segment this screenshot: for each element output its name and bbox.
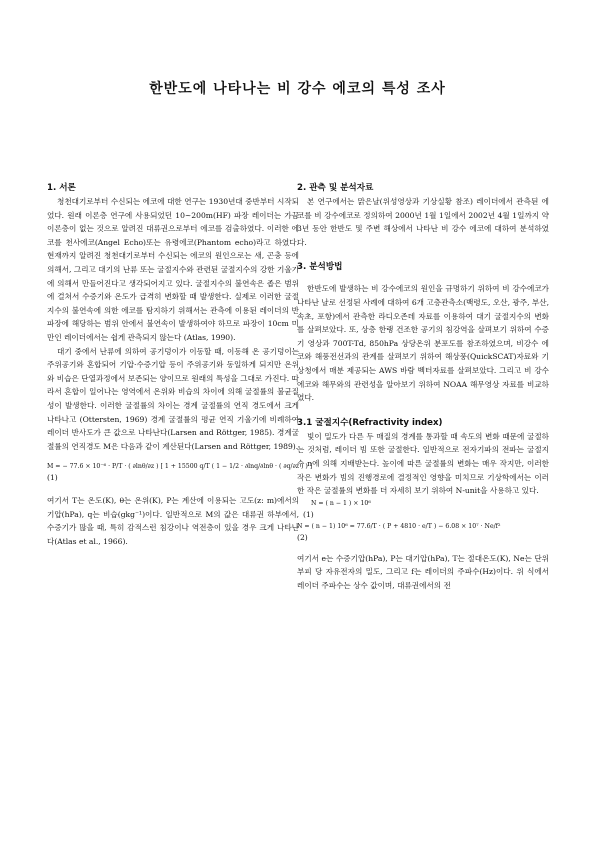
section-3-1-paragraph-2: 여기서 e는 수증기압(hPa), P는 대기압(hPa), T는 절대온도(K), Ne는 단위 부피 당 자유전자의 밀도, 그리고 f는 레이더의 주파수(Hz)이다. 위 식에서 레이더 주파수는 상수 값이며, 대류권에서의 전 bbox=[297, 553, 549, 590]
equation-3: N = ( n − 1) 10⁶ = 77.6/T · ( P + 4810 · e/T ) − 6.08 × 10⁷ · Ne/f² bbox=[297, 522, 501, 530]
section-3-1-paragraph-1: 빛이 밀도가 다른 두 매질의 경계를 통과할 때 속도의 변화 때문에 굴절하는 것처럼, 레이더 빔 또한 굴절한다. 일반적으로 전자기파의 전파는 굴절지수 n에 의해 지배받는다. 높이에 따른 굴절률의 변화는 매우 작지만, 이러한 작은 변화가 빔의 진행경로에 결정적인 영향을 미치므로 기상학에서는 이러한 작은 굴절률의 변화를 더 자세히 보기 위하여 N-unit을 사용하고 있다. bbox=[297, 431, 549, 496]
right-column bbox=[297, 182, 549, 592]
left-column bbox=[47, 182, 313, 549]
section-2-heading: 2. 관측 및 분석자료 bbox=[297, 183, 374, 193]
section-3-paragraph: 한반도에 발생하는 비 강수에코의 원인을 규명하기 위하여 비 강수에코가 나타난 날로 선정된 사례에 대하여 6개 고층관측소(백령도, 오산, 광주, 부산, 속초, 포항)에서 관측한 라디오존데 자료를 이용하여 대기 굴절지수의 변화를 살펴보았다. 또, 상층 한랭 건조한 공기의 침강역을 살펴보기 위하여 수증기 영상과 700T-Td, 850hPa 상당온위 분포도를 참조하였으며, 비강수 에코와 해풍전선과의 관계를 살펴보기 위하여 해상풍(QuickSCAT)자료와 기상청에서 매분 제공되는 AWS 바람 벡터자료를 살펴보았다. 그리고 비 강수에코와 해무와의 관련성을 알아보기 위하여 NOAA 해무영상 자료를 비교하였다. bbox=[297, 284, 549, 403]
section-1-paragraph-1: 청천대기로부터 수신되는 에코에 대한 연구는 1930년대 중반부터 시작되었다. 원래 이론층 연구에 사용되었던 10~200m(HF) 파장 레이더는 가끔 이론층이 없는 것으로 알려진 대류권으로부터 에코를 검출하였다. 이러한 에코를 천사에코(Angel Echo)또는 유령에코(Phantom echo)라고 하였다. 현재까지 알려진 청천대기로부터 수신되는 에코의 원인으로는 새, 곤충 등에 의해서, 그리고 대기의 난류 또는 굴절지수와 관련된 굴절지수의 강한 기울기에 의해서 만들어진다고 생각되어지고 있다. 굴절지수의 불연속은 좁은 범위에 걸쳐서 수증기와 온도가 급격히 변화할 때 발생한다. 실제로 이러한 굴절지수의 불연속에 의한 에코를 탐지하기 위해서는 관측에 이용된 레이더의 반 파장에 해당하는 범위 안에서 불연속이 발생하여야 하므로 파장이 10cm 미만인 레이더에서는 쉽게 관측되지 않는다 (Atlas, 1990). bbox=[47, 197, 299, 342]
section-3-heading: 3. 분석방법 bbox=[297, 262, 343, 273]
section-2-paragraph: 본 연구에서는 맑은날(위성영상과 기상실황 참조) 레이더에서 관측된 에코를 비 강수에코로 정의하여 2000년 1월 1일에서 2002년 4월 1일까지 약 3년 동안 한반도 및 주변 해상에서 나타난 비 강수 에코에 대하여 분석하였다. bbox=[297, 197, 549, 247]
section-1-heading: 1. 서론 bbox=[47, 183, 76, 193]
paper-title: 한반도에 나타나는 비 강수 에코의 특성 조사 bbox=[149, 81, 446, 97]
equation-2: N = ( n − 1 ) × 10⁶ bbox=[311, 499, 371, 507]
equation-1: M = − 77.6 × 10⁻⁶ · P/T · ( ∂lnθ/∂z ) [ 1 + 15500 q/T ( 1 − 1/2 · ∂lnq/∂lnθ · ( ∂q/∂z ) ) ] bbox=[47, 463, 313, 471]
section-1-paragraph-3: 여기서 T는 온도(K), θ는 온위(K), P는 계산에 이용되는 고도(z: m)에서의 기압(hPa), q는 비습(gkg⁻¹)이다. 일반적으로 M의 값은 대류권 하부에서, 수증기가 많을 때, 특히 감적스런 침강이나 역전층이 있을 경우 크게 나타난다(Atlas et al., 1966). bbox=[47, 496, 299, 547]
section-1-paragraph-2: 대기 중에서 난류에 의하여 공기덩이가 이동할 때, 이동해 온 공기덩이는 주위공기와 혼합되어 기압·수증기압 등이 주위공기와 동일하게 되지만 온위와 비습은 단열과정에서 보존되는 양이므로 원래의 특성을 그대로 가진다. 따라서 혼합이 일어나는 영역에서 온위와 비습의 차이에 의해 굴절률의 불균질성이 발생한다. 이러한 굴절률의 차이는 경계 굴절률의 연직 경도에서 크게 나타나고 (Ottersten, 1969) 경계 굴절률의 평균 연직 기울기에 비례하여 레이더 반사도가 큰 값으로 나타난다(Larsen and Röttger, 1985). 경계굴절률의 연직경도 M은 다음과 같이 계산된다(Larsen and Röttger, 1989). bbox=[47, 346, 299, 451]
equation-2-number: (1) bbox=[303, 509, 314, 519]
equation-3-number: (2) bbox=[297, 532, 308, 542]
section-3-1-heading: 3.1 굴절지수(Refractivity index) bbox=[297, 417, 443, 428]
equation-1-number: (1) bbox=[47, 473, 58, 483]
